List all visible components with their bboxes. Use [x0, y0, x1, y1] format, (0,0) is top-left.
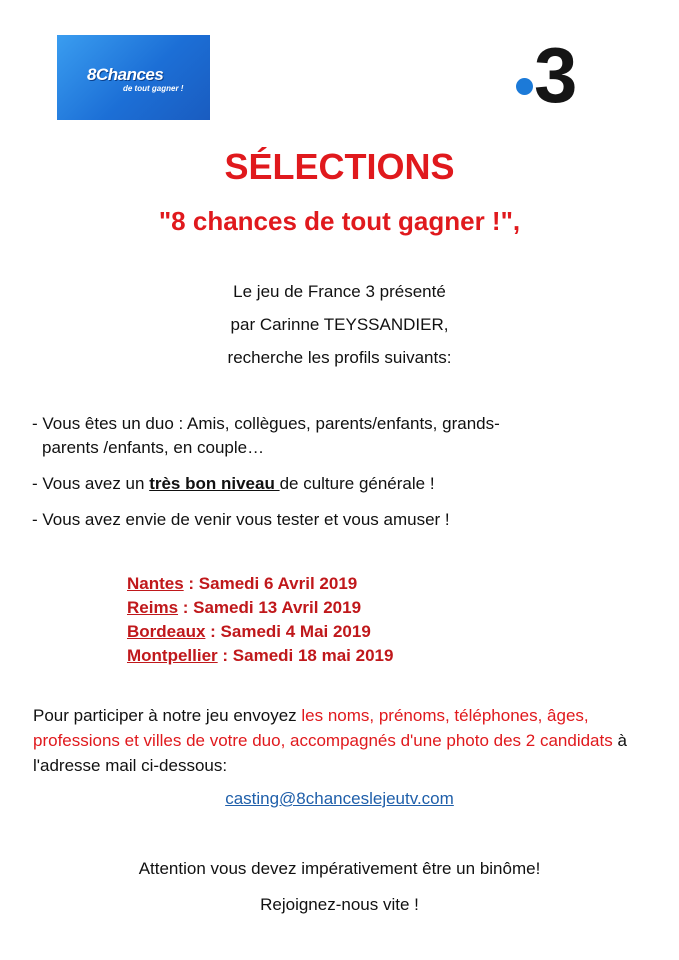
page-title: SÉLECTIONS [224, 146, 455, 187]
france3-number: 3 [534, 31, 578, 119]
date-value: : Samedi 13 Avril 2019 [178, 598, 362, 617]
dates-list [127, 572, 393, 668]
bullet-duo-line1: - Vous êtes un duo : Amis, collègues, parents/enfants, grands- [32, 414, 500, 433]
date-value: : Samedi 18 mai 2019 [217, 646, 394, 665]
date-value: : Samedi 6 Avril 2019 [183, 574, 358, 593]
intro-line: recherche les profils suivants: [227, 348, 452, 367]
bullet-culture-emphasis: très bon niveau [149, 474, 280, 493]
date-row [127, 644, 393, 668]
page-subtitle: "8 chances de tout gagner !", [158, 206, 521, 236]
bullet-duo-line2: parents /enfants, en couple… [42, 438, 265, 457]
france3-dot-icon [516, 78, 533, 95]
bullet-duo [32, 412, 500, 460]
date-city: Bordeaux [127, 622, 206, 641]
show-logo-tagline: de tout gagner ! [123, 84, 184, 93]
bullet-culture-post: de culture générale ! [279, 474, 435, 493]
intro-line: par Carinne TEYSSANDIER, [230, 315, 449, 334]
bullet-culture [32, 472, 435, 496]
bullet-fun: - Vous avez envie de venir vous tester et vous amuser ! [32, 510, 450, 529]
date-city: Montpellier [127, 646, 218, 665]
email-link[interactable]: casting@8chanceslejeutv.com [225, 789, 454, 808]
info-intro: Pour participer à notre jeu envoyez [33, 706, 302, 725]
show-logo [57, 35, 210, 120]
info-requirements: les noms, prénoms, téléphones, âges, professions et villes de votre duo, accompagnés d'une photo des 2 candidats [33, 706, 613, 750]
join-note: Rejoignez-nous vite ! [260, 895, 419, 914]
show-logo-title: 8Chances [87, 65, 164, 84]
intro-block [0, 275, 679, 374]
intro-line: Le jeu de France 3 présenté [233, 282, 446, 301]
info-outro: à l'adresse mail ci-dessous: [33, 731, 627, 775]
date-row [127, 620, 393, 644]
date-city: Nantes [127, 574, 184, 593]
bullet-culture-pre: - Vous avez un [32, 474, 150, 493]
email-block [0, 789, 679, 809]
france3-logo [514, 31, 598, 119]
date-row [127, 596, 393, 620]
date-value: : Samedi 4 Mai 2019 [205, 622, 371, 641]
attention-note: Attention vous devez impérativement être un binôme! [138, 859, 541, 878]
date-city: Reims [127, 598, 179, 617]
participation-info [33, 703, 673, 778]
date-row [127, 572, 393, 596]
